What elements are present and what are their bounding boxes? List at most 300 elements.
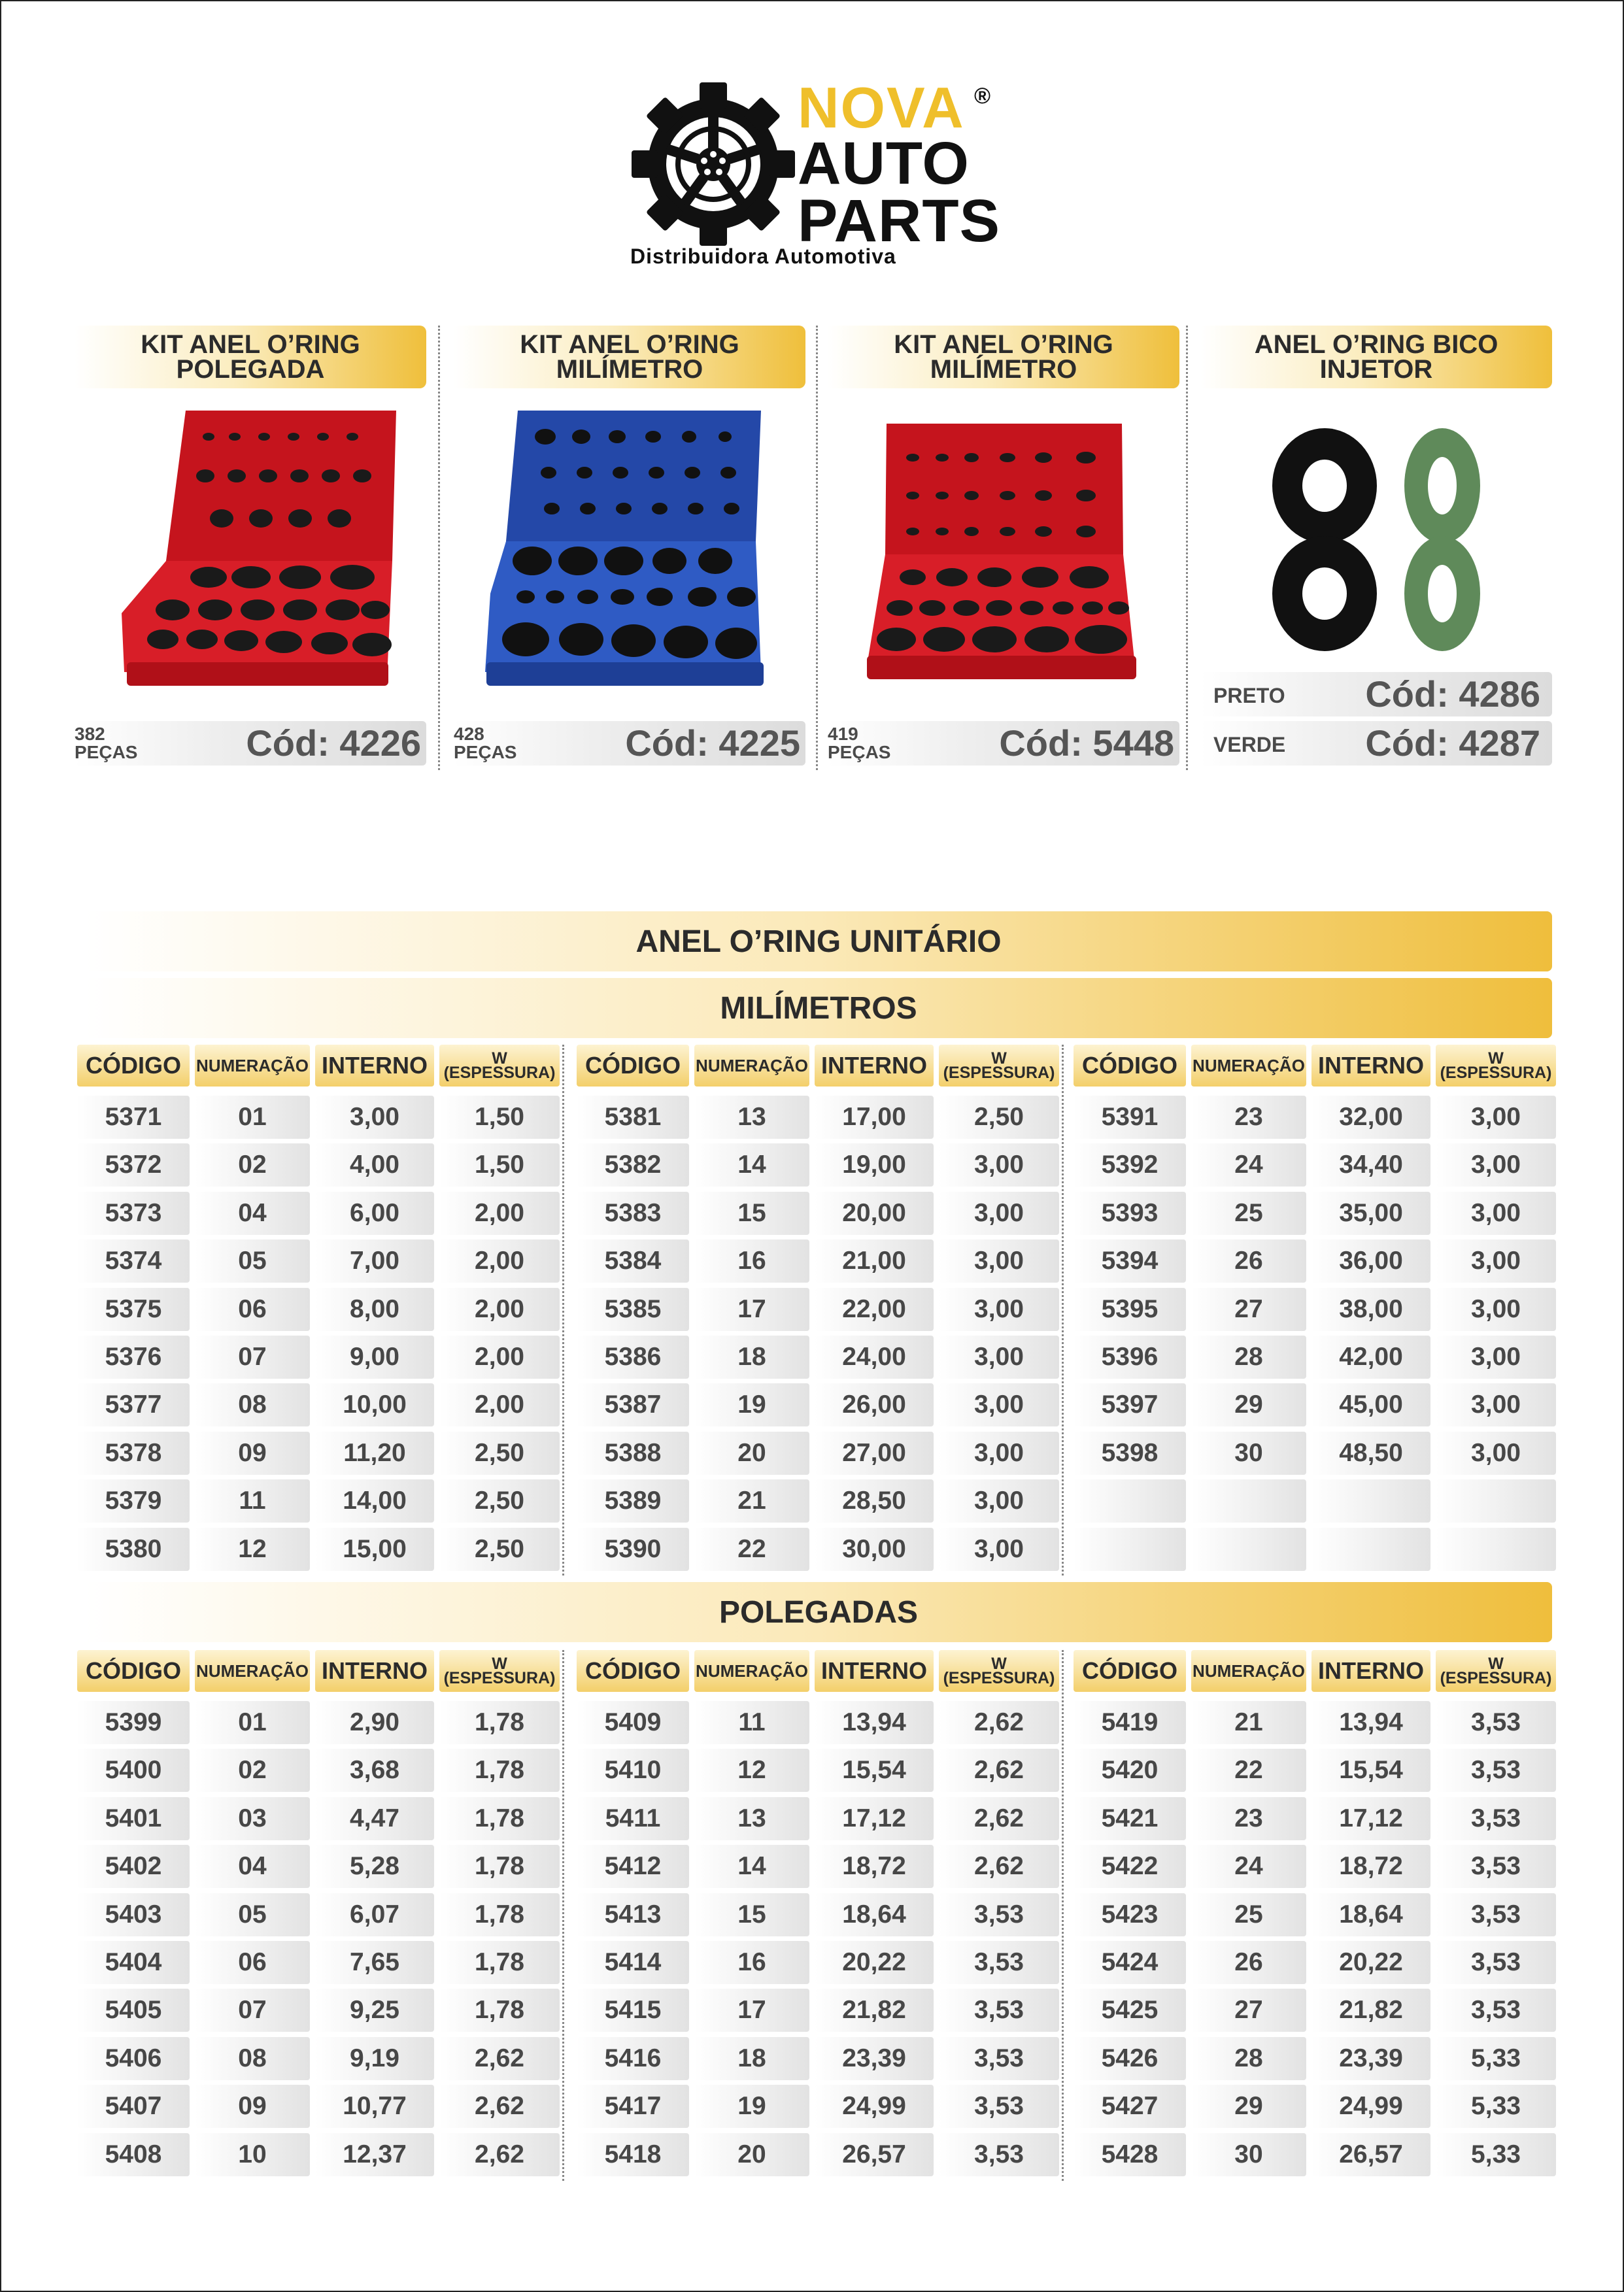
- logo-auto: AUTO: [798, 130, 970, 197]
- cell-espessura: 2,62: [939, 1749, 1059, 1792]
- cell-codigo: 5376: [77, 1336, 190, 1379]
- cell-numeracao: 28: [1191, 1336, 1306, 1379]
- cell-numeracao: 09: [195, 1432, 310, 1475]
- cell-numeracao: 27: [1191, 1989, 1306, 2032]
- cell-codigo: 5426: [1074, 2037, 1186, 2080]
- cell-numeracao: 01: [195, 1096, 310, 1139]
- cell-interno: 10,77: [315, 2085, 434, 2128]
- cell-espessura: 3,00: [939, 1336, 1059, 1379]
- cell-espessura: 3,00: [939, 1288, 1059, 1331]
- cell-codigo: 5384: [577, 1239, 689, 1283]
- cell-numeracao: 25: [1191, 1893, 1306, 1936]
- cell-interno: 21,82: [1311, 1989, 1430, 2032]
- header-codigo: CÓDIGO: [577, 1650, 689, 1692]
- cell-codigo: 5390: [577, 1528, 689, 1571]
- kit-title: [828, 326, 1179, 388]
- cell-codigo: 5411: [577, 1797, 689, 1840]
- kit-card-4225: [454, 326, 805, 770]
- cell-codigo: 5377: [77, 1383, 190, 1426]
- cell-interno: 35,00: [1311, 1192, 1430, 1235]
- injector-row-preto: [1200, 672, 1552, 716]
- logo-tagline: Distribuidora Automotiva: [630, 244, 896, 268]
- cell-codigo: 5396: [1074, 1336, 1186, 1379]
- header-numeracao: NUMERAÇÃO: [195, 1045, 310, 1087]
- header-espessura-label: (ESPESSURA): [443, 1064, 556, 1082]
- cell-interno: 36,00: [1311, 1239, 1430, 1283]
- registered-mark: ®: [974, 84, 991, 109]
- kit-title: [454, 326, 805, 388]
- cell-numeracao: 17: [694, 1989, 809, 2032]
- header-espessura-label: (ESPESSURA): [443, 1669, 556, 1687]
- cell-espessura: 3,53: [1436, 1701, 1556, 1744]
- kit-divider: [438, 326, 440, 770]
- cell-numeracao: 28: [1191, 2037, 1306, 2080]
- cell-espessura: 2,62: [439, 2085, 560, 2128]
- cell-interno: 34,40: [1311, 1143, 1430, 1187]
- cell-numeracao: 22: [1191, 1749, 1306, 1792]
- header-w: W: [991, 1049, 1007, 1068]
- kit-count-unit: PEÇAS: [454, 742, 517, 762]
- kit-count: 428: [454, 724, 484, 744]
- kit-title-text: KIT ANEL O’RING POLEGADA: [141, 330, 360, 384]
- cell-espessura: 1,78: [439, 1749, 560, 1792]
- cell-espessura: 1,50: [439, 1096, 560, 1139]
- cell-codigo: 5404: [77, 1941, 190, 1984]
- cell-interno: 21,00: [815, 1239, 934, 1283]
- cell-interno: 20,00: [815, 1192, 934, 1235]
- cell-espessura: 5,33: [1436, 2085, 1556, 2128]
- cell-codigo: 5379: [77, 1479, 190, 1523]
- cell-espessura: 3,53: [939, 1893, 1059, 1936]
- cell-numeracao: 19: [694, 2085, 809, 2128]
- cell-codigo: 5416: [577, 2037, 689, 2080]
- table-group-divider: [1062, 1045, 1064, 1576]
- kit-footer: [75, 721, 426, 766]
- cell-espessura: 2,00: [439, 1192, 560, 1235]
- cell-codigo: 5375: [77, 1288, 190, 1331]
- cell-numeracao: 14: [694, 1143, 809, 1187]
- cell-codigo: 5428: [1074, 2133, 1186, 2176]
- cell-codigo: 5402: [77, 1845, 190, 1888]
- cell-interno: 21,82: [815, 1989, 934, 2032]
- cell-codigo: 5427: [1074, 2085, 1186, 2128]
- cell-codigo: 5393: [1074, 1192, 1186, 1235]
- cell-espessura: 1,78: [439, 1893, 560, 1936]
- cell-interno: 26,00: [815, 1383, 934, 1426]
- cell-numeracao: 05: [195, 1893, 310, 1936]
- cell-numeracao: 12: [195, 1528, 310, 1571]
- cell-codigo: 5386: [577, 1336, 689, 1379]
- cell-interno: 26,57: [815, 2133, 934, 2176]
- cell-numeracao: 30: [1191, 2133, 1306, 2176]
- color-label: PRETO: [1213, 684, 1285, 707]
- cell-codigo: 5371: [77, 1096, 190, 1139]
- cell-numeracao: 10: [195, 2133, 310, 2176]
- table-group-divider: [1062, 1650, 1064, 2181]
- cell-interno: 19,00: [815, 1143, 934, 1187]
- cell-codigo: 5422: [1074, 1845, 1186, 1888]
- cell-espessura: 1,78: [439, 1989, 560, 2032]
- header-w: W: [492, 1049, 507, 1068]
- logo-nova: NOVA: [798, 75, 965, 140]
- kit-count: 419: [828, 724, 858, 744]
- cell-interno: 10,00: [315, 1383, 434, 1426]
- header-numeracao: NUMERAÇÃO: [694, 1650, 809, 1692]
- header-w: W: [991, 1655, 1007, 1673]
- cell-interno: 2,90: [315, 1701, 434, 1744]
- cell-espessura: 3,53: [1436, 1989, 1556, 2032]
- header-espessura: [439, 1650, 560, 1692]
- cell-interno: 11,20: [315, 1432, 434, 1475]
- cell-codigo: 5409: [577, 1701, 689, 1744]
- color-code: Cód: 4287: [1365, 722, 1540, 764]
- kit-piece-count: [75, 725, 137, 762]
- cell-numeracao: 11: [195, 1479, 310, 1523]
- unit-oring-banner: ANEL O’RING UNITÁRIO: [85, 911, 1552, 971]
- cell-interno: 42,00: [1311, 1336, 1430, 1379]
- header-interno: INTERNO: [815, 1045, 934, 1087]
- cell-numeracao: 07: [195, 1336, 310, 1379]
- header-espessura: [1436, 1045, 1556, 1087]
- cell-interno: 13,94: [1311, 1701, 1430, 1744]
- cell-codigo: 5407: [77, 2085, 190, 2128]
- cell-numeracao: 13: [694, 1096, 809, 1139]
- cell-interno: [1311, 1528, 1430, 1571]
- kit-divider: [1186, 326, 1188, 770]
- cell-espessura: 3,00: [1436, 1288, 1556, 1331]
- cell-numeracao: 19: [694, 1383, 809, 1426]
- cell-codigo: 5373: [77, 1192, 190, 1235]
- cell-numeracao: 23: [1191, 1096, 1306, 1139]
- cell-interno: 12,37: [315, 2133, 434, 2176]
- cell-numeracao: 06: [195, 1288, 310, 1331]
- header-numeracao: NUMERAÇÃO: [1191, 1045, 1306, 1087]
- cell-codigo: 5415: [577, 1989, 689, 2032]
- injector-oring-card: [1200, 326, 1552, 770]
- header-w: W: [1488, 1049, 1504, 1068]
- cell-codigo: 5414: [577, 1941, 689, 1984]
- inches-banner: POLEGADAS: [85, 1582, 1552, 1642]
- header-espessura-label: (ESPESSURA): [943, 1669, 1055, 1687]
- kit-code: Cód: 4225: [625, 722, 800, 764]
- cell-numeracao: 02: [195, 1143, 310, 1187]
- cell-interno: 24,00: [815, 1336, 934, 1379]
- cell-numeracao: 01: [195, 1701, 310, 1744]
- injector-orings-image: [1200, 397, 1552, 705]
- cell-interno: 5,28: [315, 1845, 434, 1888]
- cell-numeracao: 04: [195, 1192, 310, 1235]
- cell-codigo: 5395: [1074, 1288, 1186, 1331]
- cell-numeracao: 13: [694, 1797, 809, 1840]
- header-espessura: [939, 1045, 1059, 1087]
- cell-interno: 8,00: [315, 1288, 434, 1331]
- header-numeracao: NUMERAÇÃO: [694, 1045, 809, 1087]
- cell-numeracao: 05: [195, 1239, 310, 1283]
- cell-interno: 26,57: [1311, 2133, 1430, 2176]
- header-espessura: [1436, 1650, 1556, 1692]
- cell-espessura: 2,50: [439, 1432, 560, 1475]
- cell-codigo: 5412: [577, 1845, 689, 1888]
- cell-interno: 17,12: [815, 1797, 934, 1840]
- cell-numeracao: 29: [1191, 2085, 1306, 2128]
- cell-numeracao: 18: [694, 1336, 809, 1379]
- kit-card-5448: [828, 326, 1179, 770]
- cell-numeracao: 17: [694, 1288, 809, 1331]
- cell-numeracao: 12: [694, 1749, 809, 1792]
- cell-interno: 30,00: [815, 1528, 934, 1571]
- cell-interno: 20,22: [1311, 1941, 1430, 1984]
- cell-espessura: 2,00: [439, 1239, 560, 1283]
- brand-logo: [629, 75, 1008, 275]
- cell-espessura: 3,00: [939, 1383, 1059, 1426]
- cell-numeracao: 24: [1191, 1143, 1306, 1187]
- cell-numeracao: 25: [1191, 1192, 1306, 1235]
- cell-interno: 15,00: [315, 1528, 434, 1571]
- cell-numeracao: 20: [694, 1432, 809, 1475]
- cell-interno: 24,99: [1311, 2085, 1430, 2128]
- cell-interno: 23,39: [1311, 2037, 1430, 2080]
- cell-interno: 14,00: [315, 1479, 434, 1523]
- cell-codigo: 5391: [1074, 1096, 1186, 1139]
- cell-codigo: [1074, 1479, 1186, 1523]
- cell-numeracao: 30: [1191, 1432, 1306, 1475]
- cell-codigo: 5403: [77, 1893, 190, 1936]
- header-codigo: CÓDIGO: [1074, 1045, 1186, 1087]
- millimeters-banner: MILÍMETROS: [85, 978, 1552, 1038]
- cell-interno: 7,65: [315, 1941, 434, 1984]
- cell-espessura: 3,53: [1436, 1941, 1556, 1984]
- kit-code: Cód: 5448: [999, 722, 1174, 764]
- cell-codigo: 5387: [577, 1383, 689, 1426]
- cell-interno: 38,00: [1311, 1288, 1430, 1331]
- cell-numeracao: 14: [694, 1845, 809, 1888]
- cell-interno: 20,22: [815, 1941, 934, 1984]
- cell-interno: 6,07: [315, 1893, 434, 1936]
- injector-title-text: ANEL O’RING BICO INJETOR: [1254, 330, 1498, 384]
- cell-interno: [1311, 1479, 1430, 1523]
- cell-espessura: 3,00: [939, 1528, 1059, 1571]
- cell-espessura: 2,50: [439, 1479, 560, 1523]
- cell-espessura: 2,00: [439, 1383, 560, 1426]
- cell-codigo: 5418: [577, 2133, 689, 2176]
- kit-count-unit: PEÇAS: [828, 742, 891, 762]
- color-code: Cód: 4286: [1365, 673, 1540, 715]
- cell-espessura: 3,00: [939, 1239, 1059, 1283]
- cell-codigo: 5408: [77, 2133, 190, 2176]
- cell-espessura: 2,62: [439, 2133, 560, 2176]
- cell-espessura: 1,50: [439, 1143, 560, 1187]
- header-numeracao: NUMERAÇÃO: [1191, 1650, 1306, 1692]
- header-codigo: CÓDIGO: [1074, 1650, 1186, 1692]
- header-w: W: [492, 1655, 507, 1673]
- cell-espessura: [1436, 1528, 1556, 1571]
- cell-codigo: 5380: [77, 1528, 190, 1571]
- cell-codigo: 5392: [1074, 1143, 1186, 1187]
- cell-interno: 24,99: [815, 2085, 934, 2128]
- table-group-divider: [562, 1650, 564, 2181]
- header-espessura-label: (ESPESSURA): [1440, 1669, 1552, 1687]
- cell-codigo: 5425: [1074, 1989, 1186, 2032]
- cell-codigo: 5374: [77, 1239, 190, 1283]
- cell-codigo: 5397: [1074, 1383, 1186, 1426]
- cell-espessura: 2,62: [939, 1701, 1059, 1744]
- kit-title-text: KIT ANEL O’RING MILÍMETRO: [894, 330, 1113, 384]
- cell-espessura: 3,53: [1436, 1749, 1556, 1792]
- header-numeracao: NUMERAÇÃO: [195, 1650, 310, 1692]
- cell-espessura: 3,53: [939, 1941, 1059, 1984]
- cell-interno: 18,72: [1311, 1845, 1430, 1888]
- injector-title: [1200, 326, 1552, 388]
- cell-numeracao: 20: [694, 2133, 809, 2176]
- cell-codigo: 5389: [577, 1479, 689, 1523]
- cell-codigo: 5388: [577, 1432, 689, 1475]
- cell-codigo: 5421: [1074, 1797, 1186, 1840]
- cell-interno: 45,00: [1311, 1383, 1430, 1426]
- cell-espessura: 2,62: [939, 1845, 1059, 1888]
- cell-espessura: 3,53: [939, 1989, 1059, 2032]
- cell-espessura: 1,78: [439, 1845, 560, 1888]
- cell-codigo: 5423: [1074, 1893, 1186, 1936]
- header-espessura-label: (ESPESSURA): [943, 1064, 1055, 1082]
- cell-espessura: 3,53: [1436, 1893, 1556, 1936]
- cell-interno: 3,00: [315, 1096, 434, 1139]
- cell-codigo: 5383: [577, 1192, 689, 1235]
- header-espessura: [939, 1650, 1059, 1692]
- cell-numeracao: 11: [694, 1701, 809, 1744]
- header-interno: INTERNO: [1311, 1045, 1430, 1087]
- cell-codigo: 5381: [577, 1096, 689, 1139]
- header-interno: INTERNO: [315, 1650, 434, 1692]
- color-label: VERDE: [1213, 733, 1286, 756]
- kit-code: Cód: 4226: [246, 722, 421, 764]
- cell-interno: 17,12: [1311, 1797, 1430, 1840]
- cell-codigo: 5424: [1074, 1941, 1186, 1984]
- cell-codigo: 5385: [577, 1288, 689, 1331]
- cell-espessura: 3,00: [939, 1192, 1059, 1235]
- cell-numeracao: 21: [694, 1479, 809, 1523]
- cell-interno: 23,39: [815, 2037, 934, 2080]
- cell-espessura: 3,00: [1436, 1239, 1556, 1283]
- cell-numeracao: 15: [694, 1893, 809, 1936]
- kit-divider: [816, 326, 818, 770]
- cell-numeracao: 22: [694, 1528, 809, 1571]
- cell-interno: 4,00: [315, 1143, 434, 1187]
- header-interno: INTERNO: [1311, 1650, 1430, 1692]
- cell-espessura: [1436, 1479, 1556, 1523]
- cell-interno: 18,72: [815, 1845, 934, 1888]
- cell-interno: 28,50: [815, 1479, 934, 1523]
- cell-interno: 22,00: [815, 1288, 934, 1331]
- kit-footer: [828, 721, 1179, 766]
- header-codigo: CÓDIGO: [77, 1045, 190, 1087]
- cell-interno: 15,54: [815, 1749, 934, 1792]
- cell-interno: 13,94: [815, 1701, 934, 1744]
- cell-espessura: 3,00: [1436, 1143, 1556, 1187]
- cell-numeracao: 18: [694, 2037, 809, 2080]
- cell-numeracao: 29: [1191, 1383, 1306, 1426]
- cell-numeracao: 02: [195, 1749, 310, 1792]
- cell-numeracao: 24: [1191, 1845, 1306, 1888]
- cell-espessura: 3,00: [1436, 1096, 1556, 1139]
- cell-codigo: 5382: [577, 1143, 689, 1187]
- cell-interno: 27,00: [815, 1432, 934, 1475]
- cell-espessura: 5,33: [1436, 2037, 1556, 2080]
- cell-espessura: 5,33: [1436, 2133, 1556, 2176]
- cell-interno: 15,54: [1311, 1749, 1430, 1792]
- red-oring-kit-case-image: [75, 397, 426, 705]
- cell-codigo: 5400: [77, 1749, 190, 1792]
- injector-row-verde: [1200, 721, 1552, 766]
- cell-numeracao: 08: [195, 1383, 310, 1426]
- cell-espessura: 2,50: [939, 1096, 1059, 1139]
- header-codigo: CÓDIGO: [77, 1650, 190, 1692]
- cell-espessura: 2,00: [439, 1336, 560, 1379]
- cell-interno: 18,64: [1311, 1893, 1430, 1936]
- blue-oring-kit-case-image: [454, 397, 805, 705]
- cell-codigo: 5372: [77, 1143, 190, 1187]
- cell-codigo: 5410: [577, 1749, 689, 1792]
- cell-numeracao: 06: [195, 1941, 310, 1984]
- cell-espessura: 3,00: [939, 1479, 1059, 1523]
- cell-espessura: 1,78: [439, 1701, 560, 1744]
- cell-codigo: 5419: [1074, 1701, 1186, 1744]
- kit-piece-count: [454, 725, 516, 762]
- cell-numeracao: 26: [1191, 1239, 1306, 1283]
- cell-codigo: 5420: [1074, 1749, 1186, 1792]
- cell-interno: 6,00: [315, 1192, 434, 1235]
- logo-parts: PARTS: [798, 188, 1000, 254]
- header-espessura: [439, 1045, 560, 1087]
- cell-interno: 48,50: [1311, 1432, 1430, 1475]
- cell-numeracao: 21: [1191, 1701, 1306, 1744]
- cell-espessura: 2,00: [439, 1288, 560, 1331]
- table-group-divider: [562, 1045, 564, 1576]
- cell-espessura: 3,53: [939, 2133, 1059, 2176]
- cell-espessura: 3,53: [1436, 1845, 1556, 1888]
- kit-card-4226: [75, 326, 426, 770]
- kit-count-unit: PEÇAS: [75, 742, 138, 762]
- header-w: W: [1488, 1655, 1504, 1673]
- cell-interno: 9,00: [315, 1336, 434, 1379]
- cell-numeracao: [1191, 1528, 1306, 1571]
- cell-codigo: 5378: [77, 1432, 190, 1475]
- cell-numeracao: 04: [195, 1845, 310, 1888]
- kit-footer: [454, 721, 805, 766]
- cell-interno: 9,19: [315, 2037, 434, 2080]
- cell-numeracao: 23: [1191, 1797, 1306, 1840]
- cell-interno: 9,25: [315, 1989, 434, 2032]
- cell-interno: 3,68: [315, 1749, 434, 1792]
- cell-espessura: 3,53: [939, 2085, 1059, 2128]
- cell-espessura: 3,00: [939, 1143, 1059, 1187]
- header-interno: INTERNO: [815, 1650, 934, 1692]
- cell-espessura: 1,78: [439, 1797, 560, 1840]
- cell-espessura: 2,62: [939, 1797, 1059, 1840]
- cell-codigo: [1074, 1528, 1186, 1571]
- header-codigo: CÓDIGO: [577, 1045, 689, 1087]
- header-interno: INTERNO: [315, 1045, 434, 1087]
- cell-numeracao: 08: [195, 2037, 310, 2080]
- cell-espessura: 1,78: [439, 1941, 560, 1984]
- header-espessura-label: (ESPESSURA): [1440, 1064, 1552, 1082]
- cell-numeracao: 15: [694, 1192, 809, 1235]
- cell-numeracao: 27: [1191, 1288, 1306, 1331]
- cell-codigo: 5406: [77, 2037, 190, 2080]
- cell-codigo: 5401: [77, 1797, 190, 1840]
- cell-codigo: 5398: [1074, 1432, 1186, 1475]
- cell-espessura: 3,00: [1436, 1192, 1556, 1235]
- cell-espessura: 3,00: [1436, 1383, 1556, 1426]
